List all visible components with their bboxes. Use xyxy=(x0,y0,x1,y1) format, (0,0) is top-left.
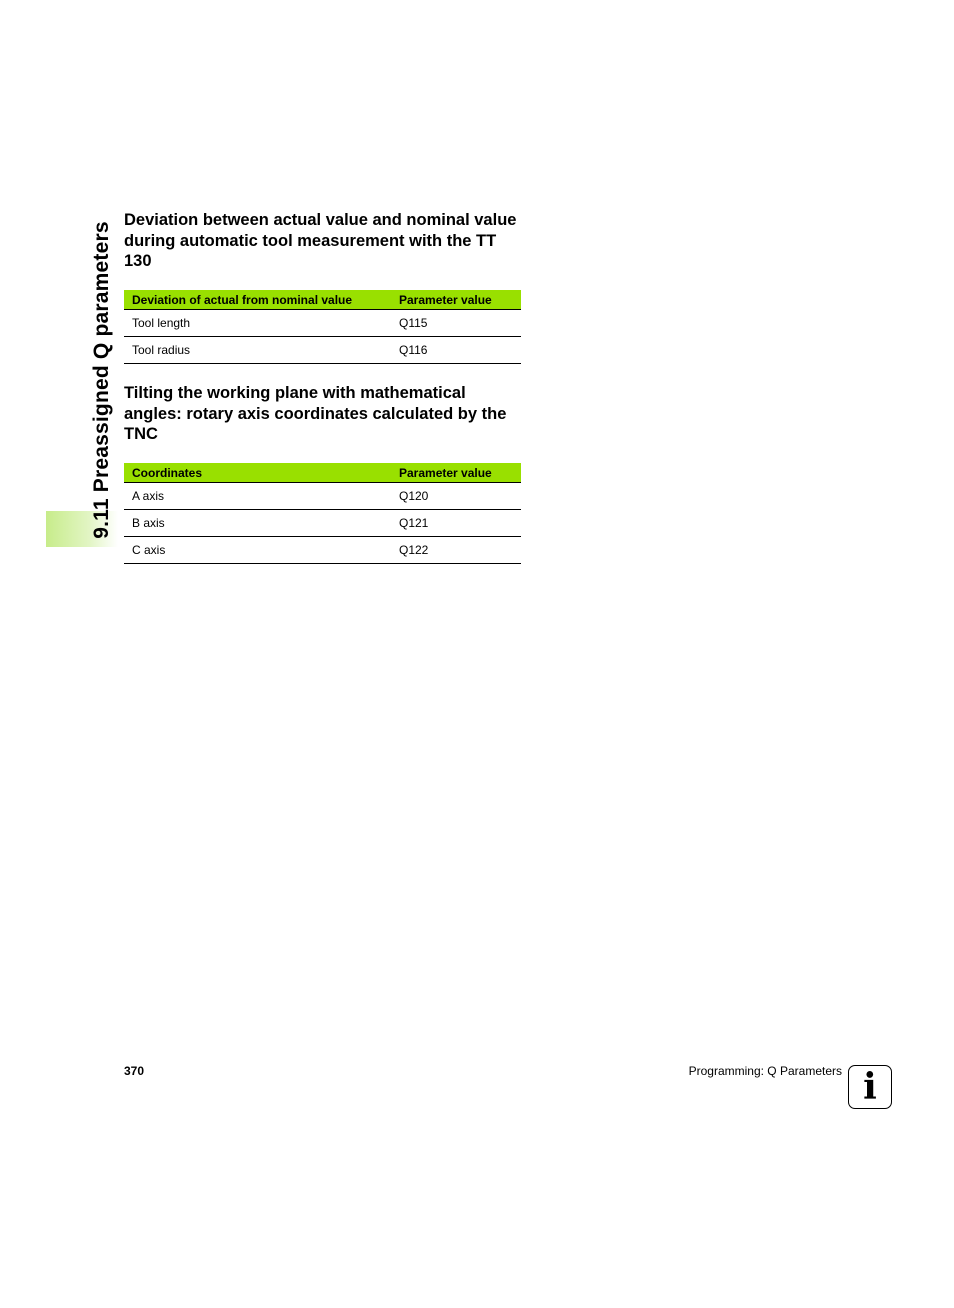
table-cell: Tool radius xyxy=(124,337,391,364)
section-heading-tilting-plane: Tilting the working plane with mathematical angles: rotary axis coordinates calculated by the TNC xyxy=(124,384,507,443)
table-cell: C axis xyxy=(124,537,391,564)
tool-deviation-table xyxy=(124,290,521,364)
table-cell: A axis xyxy=(124,483,391,510)
page-number: 370 xyxy=(124,1064,145,1078)
column-header: Deviation of actual from nominal value xyxy=(124,290,391,310)
info-icon: i xyxy=(848,1065,892,1109)
table-cell: Tool length xyxy=(124,310,391,337)
table-cell: Q121 xyxy=(391,510,521,537)
table-header-row xyxy=(124,290,521,310)
table-header-row xyxy=(124,463,521,483)
table-row xyxy=(124,483,521,510)
footer-chapter-title: Programming: Q Parameters xyxy=(688,1064,842,1078)
column-header: Parameter value xyxy=(391,290,521,310)
column-header: Parameter value xyxy=(391,463,521,483)
table-cell: Q120 xyxy=(391,483,521,510)
table-row xyxy=(124,510,521,537)
rotary-axis-table xyxy=(124,463,521,564)
chapter-section-title: 9.11 Preassigned Q parameters xyxy=(90,221,113,539)
table-cell: B axis xyxy=(124,510,391,537)
table-cell: Q122 xyxy=(391,537,521,564)
column-header: Coordinates xyxy=(124,463,391,483)
section-heading-tool-measurement: Deviation between actual value and nominal value during automatic tool measurement with the TT 130 xyxy=(124,211,517,270)
table-row xyxy=(124,337,521,364)
table-row xyxy=(124,310,521,337)
table-cell: Q115 xyxy=(391,310,521,337)
table-row xyxy=(124,537,521,564)
table-cell: Q116 xyxy=(391,337,521,364)
